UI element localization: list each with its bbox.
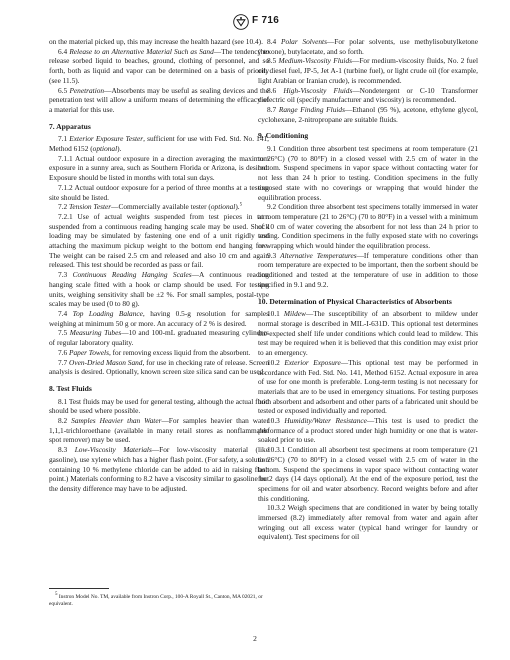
footnote-ref: 5 — [239, 202, 243, 208]
paragraph-10-3-2: 10.3.2 Weigh specimens that are conditioned in water by being totally immersed (8.2) immediately after removal from water and again after wringing out all excess water (typical hand wringer for laundry or equivalent). Test specimens for oil — [258, 503, 478, 542]
paragraph-7-2: 7.2 Tension Tester—Commercially available tester (optional).$^5$ — [58, 202, 243, 212]
paragraph-7-1: 7.1 Exterior Exposure Tester, sufficient for use with Fed. Std. No. 141, Method 6152 (optional). — [49, 134, 270, 154]
astm-logo-icon — [233, 14, 249, 30]
paragraph-6-4: 6.4 Release to an Alternative Material Such as Sand—The tendency to release sorbed liquid to beaches, ground, clothing of personnel, and so forth, both as liquid and vapor can be determined on a basis of priority (see 11.5). — [49, 46, 269, 85]
page-number: 2 — [253, 634, 257, 643]
footnote-divider — [49, 588, 109, 589]
paragraph-8-5: 8.5 Medium-Viscosity Fluids—For medium-viscosity fluids, No. 2 fuel oil, diesel fuel, JP-5, Jet A-1 (turbine fuel), or light crude oil (for example, light Arabian or Iranian crude), is recommended. — [258, 56, 478, 85]
paragraph-9-2: 9.2 Condition three absorbent test specimens totally immersed in water at room temperature (21 to 26°C) (70 to 80°F) in a vessel with a minimum of 10 cm of water covering the absorbent for not less than 24 h prior to testing. Condition specimens in the fully exposed state with no coverings or wrapping which would hinder the equilibration process. — [258, 202, 478, 251]
section-heading-apparatus: 7. Apparatus — [49, 121, 91, 131]
paragraph-10-1: 10.1 Mildew—The susceptibility of an absorbent to mildew under normal storage is described in MIL-I-631D. This optional test determines the expected shelf life under conditions which could lead to mildew. This test may be required when it is believed that this condition may exist prior to an emergency. — [258, 309, 479, 358]
section-heading-test-fluids: 8. Test Fluids — [49, 383, 92, 393]
paragraph-7-3: 7.3 Continuous Reading Hanging Scales—A continuous reading hanging scale fitted with a hook or clamp should be used. For testing units, weighing sensitivity shall be ±2 %. For small samples, postal-type scales may be used (0 to 80 g). — [49, 270, 269, 309]
paragraph-7-1-2: 7.1.2 Actual outdoor exposure for a period of three months at a testing site should be listed. — [49, 182, 269, 202]
paragraph-8-4: 8.4 Polar Solvents—For polar solvents, use methylisobutylketone (hexone), butylacetate, and so forth. — [258, 37, 478, 56]
footnote: 5 Instron Model No. TM, available from Instron Corp., 100-A Royall St., Canton, MA 02021, or equivalent. — [49, 592, 263, 608]
paragraph-10-2: 10.2 Exterior Exposure—This optional test may be performed in accordance with Fed. Std. No. 141, Method 6152. Actual exposure in area of use for one month is preferable. Long-term testing is not necessary for materials that are to be used in emergency situations. For testing purposes both absorbent and adsorbent and other parts of a fabricated unit should be tested or exposed individually and reported. — [258, 357, 478, 416]
paragraph-8-3: 8.3 Low-Viscosity Materials—For low-viscosity material (like gasoline), use xylene which has a higher flash point. (For safety, a solution containing 10 % methylene chloride can be added to aid in raising flash point.) Materials conforming to 8.2 have a viscosity similar to gasoline but the density difference may have to be adjusted. — [49, 445, 269, 493]
paragraph: on the material picked up, this may increase the health hazard (see 10.4). — [49, 37, 263, 46]
paragraph-7-6: 7.6 Paper Towels, for removing excess liquid from the absorbent. — [58, 347, 251, 357]
paragraph-8-6: 8.6 High-Viscosity Fluids—Nondetergent or C-10 Transformer dielectric oil (specify manufacturer and viscosity) is recommended. — [258, 85, 478, 105]
paragraph-8-2: 8.2 Samples Heavier than Water—For samples heavier than water 1,1,1-trichloroethane (available in many retail stores as nonflammable spot remover) may be used. — [49, 416, 270, 445]
page-header — [0, 10, 510, 38]
right-column — [258, 37, 478, 542]
paragraph-8-7: 8.7 Range Finding Fluids—Ethanol (95 %), acetone, ethylene glycol, cyclohexane, 2-nitropropane are suitable fluids. — [258, 104, 478, 124]
section-heading-conditioning: 9. Conditioning — [258, 131, 309, 141]
left-column — [49, 37, 269, 494]
paragraph-7-4: 7.4 Top Loading Balance, having 0.5-g resolution for samples weighing at minimum 50 g or more. An accuracy of 2 % is desired. — [49, 308, 269, 328]
paragraph-7-7: 7.7 Oven-Dried Mason Sand, for use in checking rate of release. Screen analysis is desired. Optionally, known screen size silica sand can be used. — [49, 357, 269, 377]
paragraph-10-3-1: 10.3.1 Condition all absorbent test specimens at room temperature (21 to 26°C) (70 to 80°F) in a closed vessel with 2.5 cm of water in the bottom. Suspend the specimens in vapor space without contacting water for 2 days (14 days optional). At the end of the exposure period, test the specimens for oil and water absorbency. Record weights before and after this conditioning. — [258, 445, 478, 503]
paragraph-7-5: 7.5 Measuring Tubes—10 and 100-mL graduated measuring cylinders of regular laboratory quality. — [49, 328, 270, 348]
paragraph-8-1: 8.1 Test fluids may be used for general testing, although the actual fluid should be used where possible. — [49, 396, 269, 416]
paragraph-9-1: 9.1 Condition three absorbent test specimens at room temperature (21 to 26°C) (70 to 80°F) in a closed vessel with 2.5 cm of water in the bottom. Suspend specimens in vapor space without contacting water for not less than 24 h prior to testing. Condition specimens in the fully exposed state with no coverings or wrapping that would hinder the equilibration process. — [258, 144, 478, 202]
paragraph-6-5: 6.5 Penetration—Absorbents may be useful as sealing devices and the penetration test will allow a uniform means of determining the efficacy of a material for this use. — [49, 85, 269, 114]
standard-designation: F 716 — [252, 15, 280, 26]
paragraph-7-2-1: 7.2.1 Use of actual weights suspended from test pieces in turn suspended from a continuous reading hanging scale may be used. Shock loading may be simulated by fastening one end of a unit rigidly and attaching the maximum pickup weight to the bottom end hanging free. The weight can be raised 2.5 cm and released and also 10 cm and again released. This test should be recorded as pass or fail. — [49, 211, 269, 270]
paragraph-7-1-1: 7.1.1 Actual outdoor exposure in a direction averaging the maximum exposure in a sunny area, such as Southern Florida or Arizona, is desired. Exposure should be listed in months with total sun days. — [49, 153, 269, 183]
section-heading-physical-characteristics: 10. Determination of Physical Characteristics of Absorbents — [258, 296, 452, 306]
paragraph-9-3: 9.3 Alternative Temperatures—If temperature conditions other than room temperature are expected to be important, then the sorbent should be conditioned and tested at the temperature of use in addition to those specified in 9.1 and 9.2. — [258, 250, 479, 289]
paragraph-10-3: 10.3 Humidity/Water Resistance—This test is used to predict the performance of a product stored under high humidity or one that is water-soaked prior to use. — [258, 416, 478, 445]
